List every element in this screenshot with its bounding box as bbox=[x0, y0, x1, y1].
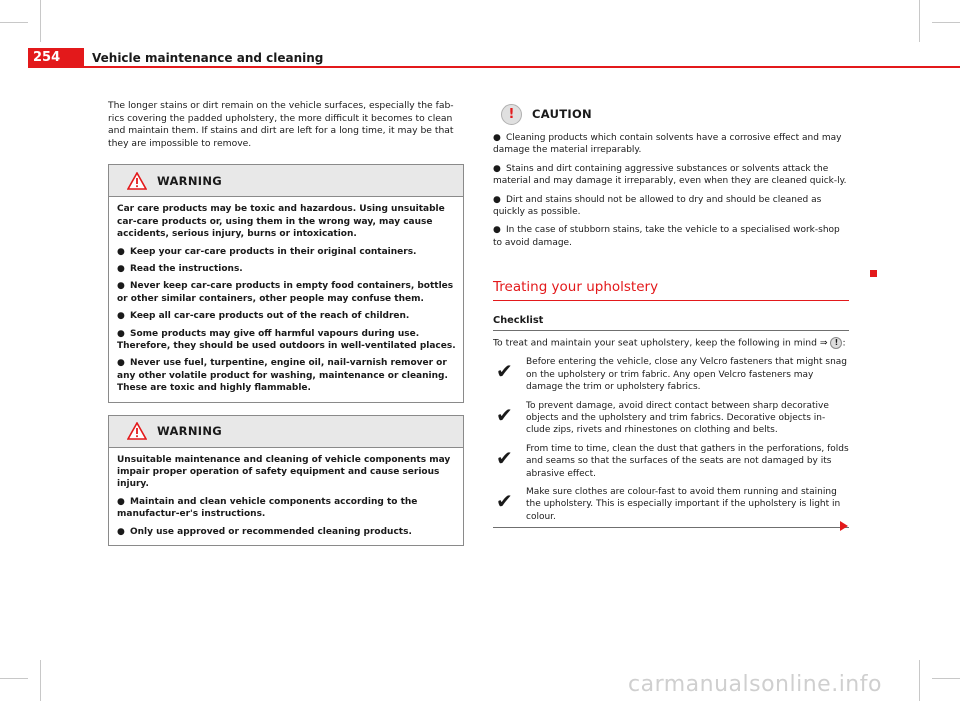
crop-mark bbox=[0, 22, 28, 23]
checklist-divider bbox=[493, 330, 849, 331]
warning-body bbox=[109, 448, 463, 545]
checkmark-icon: ✔ bbox=[496, 359, 513, 384]
warning-header bbox=[109, 165, 463, 197]
bullet-icon: ● bbox=[117, 264, 125, 274]
caution-body bbox=[493, 132, 849, 249]
page-number: 254 bbox=[28, 48, 84, 68]
caution-reference-icon: ! bbox=[830, 337, 842, 349]
warning-box-2 bbox=[108, 415, 464, 546]
bullet-icon: ● bbox=[117, 526, 125, 537]
checklist-intro: To treat and maintain your seat upholstery, keep the following in mind ⇒ ! : bbox=[493, 337, 846, 349]
crop-mark bbox=[919, 0, 920, 42]
bullet-icon: ● bbox=[493, 225, 501, 236]
checklist-item: ✔ Make sure clothes are colour-fast to avoid them running and staining the upholstery. This is especially important if the upholstery is light in colour. bbox=[493, 486, 849, 523]
checklist-item: ✔ Before entering the vehicle, close any Velcro fasteners that might snag on the upholstery or trim fabric. Any open Velcro fasteners may damage the trim or upholstery fabrics. bbox=[493, 356, 849, 393]
warning-bullet: ● Read the instructions. bbox=[117, 264, 243, 274]
warning-title: WARNING bbox=[157, 424, 222, 439]
checklist-title: Checklist bbox=[493, 315, 544, 327]
page-title: Vehicle maintenance and cleaning bbox=[92, 51, 324, 65]
caution-bullet: ● In the case of stubborn stains, take the vehicle to a specialised work-shop to avoid damage. bbox=[493, 225, 840, 248]
checkmark-icon: ✔ bbox=[496, 402, 513, 427]
header-divider bbox=[84, 66, 960, 68]
caution-title: CAUTION bbox=[532, 107, 592, 121]
bullet-icon: ● bbox=[117, 281, 125, 292]
bullet-icon: ● bbox=[117, 246, 125, 257]
caution-icon: ! bbox=[501, 104, 522, 125]
caution-bullet: ● Cleaning products which contain solvents have a corrosive effect and may damage the material irreparably. bbox=[493, 133, 842, 156]
caution-bullet: ● Stains and dirt containing aggressive substances or solvents attack the material and may damage it irreparably, even when they are cleaned quick-ly. bbox=[493, 163, 847, 187]
crop-mark bbox=[919, 660, 920, 701]
warning-bullet: ● Never keep car-care products in empty food containers, bottles or other similar containers, other people may confuse them. bbox=[117, 281, 454, 304]
caution-header bbox=[501, 100, 849, 128]
warning-title: WARNING bbox=[157, 173, 222, 188]
warning-bullet: ● Keep your car-care products in their original containers. bbox=[117, 246, 417, 257]
warning-icon bbox=[127, 422, 147, 440]
bullet-icon: ● bbox=[117, 311, 125, 322]
checkmark-icon: ✔ bbox=[496, 489, 513, 513]
bullet-icon: ● bbox=[117, 358, 125, 369]
bullet-icon: ● bbox=[493, 194, 501, 205]
checklist-bottom-divider bbox=[493, 527, 849, 528]
bullet-icon: ● bbox=[117, 328, 125, 339]
checkmark-icon: ✔ bbox=[496, 445, 513, 470]
warning-bullet: ● Keep all car-care products out of the reach of children. bbox=[117, 311, 410, 322]
warning-icon bbox=[127, 172, 147, 190]
warning-bullet: ● Maintain and clean vehicle components according to the manufactur-er's instructions. bbox=[117, 496, 418, 520]
bullet-icon: ● bbox=[493, 163, 501, 174]
bullet-icon: ● bbox=[117, 496, 125, 507]
warning-lead: Unsuitable maintenance and cleaning of vehicle components may impair proper operation of safety equipment and cause serious injury. bbox=[117, 454, 451, 490]
checklist-item: ✔ From time to time, clean the dust that gathers in the perforations, folds and seams so that the surfaces of the seats are not damaged by its abrasive effect. bbox=[493, 443, 849, 480]
section-divider bbox=[493, 300, 849, 301]
crop-mark bbox=[40, 660, 41, 701]
intro-paragraph: The longer stains or dirt remain on the vehicle surfaces, especially the fab-rics covering the padded upholstery, the more difficult it becomes to clean and maintain them. If stains and dirt are left for a long time, it may be that they are impossible to remove. bbox=[108, 100, 454, 149]
crop-mark bbox=[932, 678, 960, 679]
warning-body bbox=[109, 197, 463, 401]
crop-mark bbox=[932, 22, 960, 23]
right-column bbox=[493, 100, 849, 528]
warning-bullet: ● Only use approved or recommended cleaning products. bbox=[117, 526, 412, 537]
watermark: carmanualsonline.info bbox=[628, 672, 882, 697]
end-of-section-icon bbox=[870, 270, 877, 277]
caution-bullet: ● Dirt and stains should not be allowed to dry and should be cleaned as quickly as possible. bbox=[493, 194, 822, 218]
section-title: Treating your upholstery bbox=[493, 279, 659, 296]
warning-bullet: ● Never use fuel, turpentine, engine oil, nail-varnish remover or any other volatile product for washing, maintenance or cleaning. These are toxic and highly flammable. bbox=[117, 358, 448, 394]
continue-arrow-icon bbox=[840, 521, 848, 531]
warning-lead: Car care products may be toxic and hazardous. Using unsuitable car-care products or, using them in the wrong way, may cause accidents, serious injury, burns or intoxication. bbox=[117, 204, 445, 240]
warning-bullet: ● Some products may give off harmful vapours during use. Therefore, they should be used outdoors in well-ventilated places. bbox=[117, 328, 456, 352]
checklist-item: ✔ To prevent damage, avoid direct contact between sharp decorative objects and the upholstery and trim fabrics. Decorative objects in-clude zips, rivets and rhinestones on clothing and belts. bbox=[493, 400, 849, 437]
crop-mark bbox=[40, 0, 41, 42]
crop-mark bbox=[0, 678, 28, 679]
bullet-icon: ● bbox=[493, 133, 501, 143]
warning-header bbox=[109, 416, 463, 448]
left-column bbox=[108, 100, 464, 546]
warning-box-1 bbox=[108, 164, 464, 402]
